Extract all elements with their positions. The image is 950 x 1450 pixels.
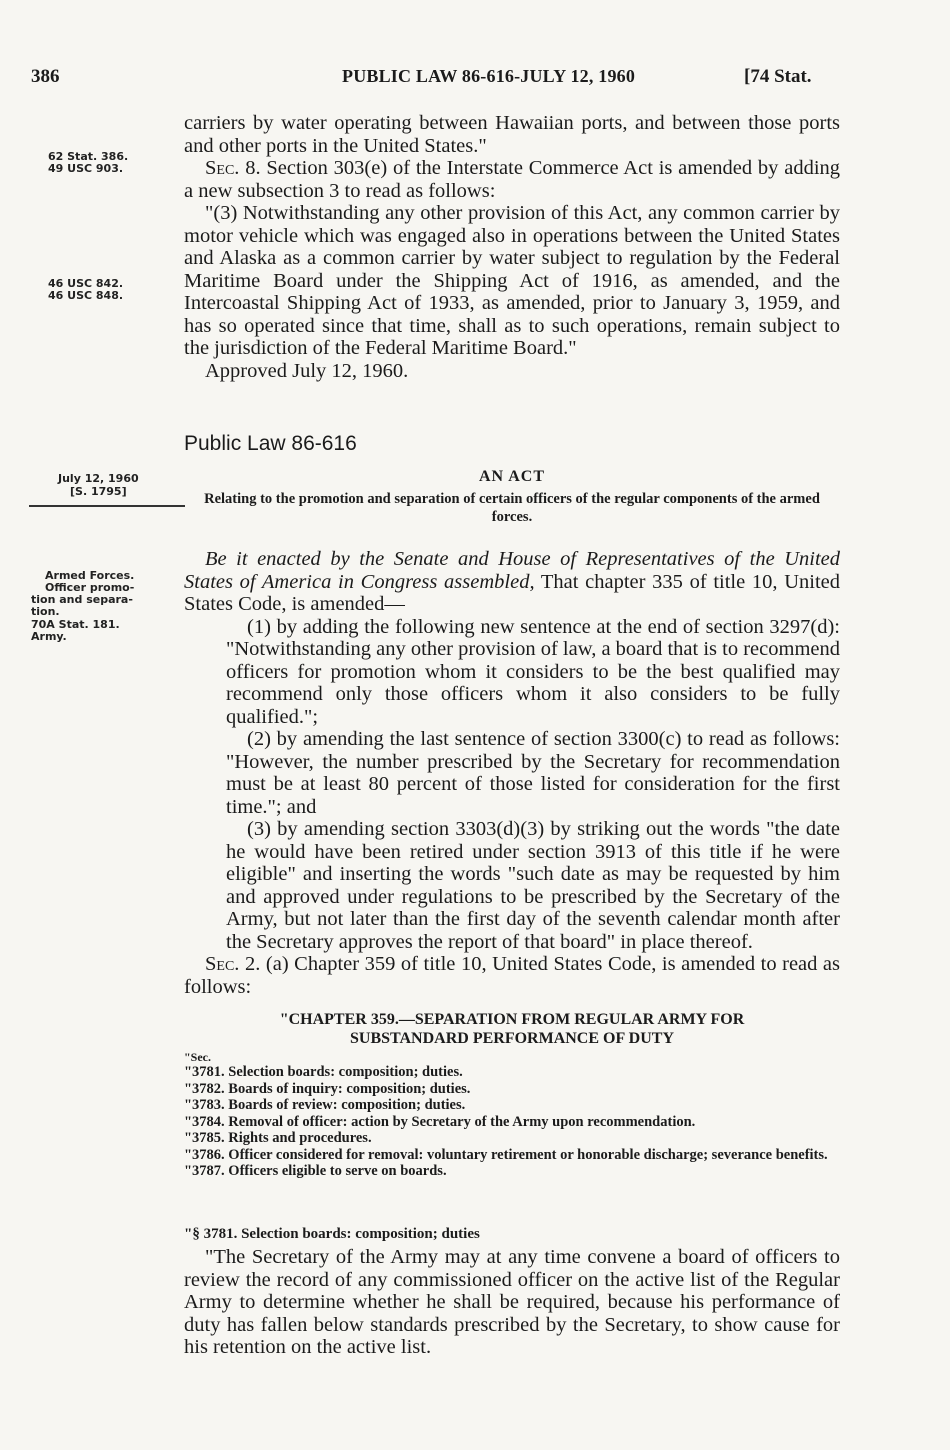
margin-topic-separation: tion and separa-: [31, 593, 133, 606]
margin-topic-army: Army.: [31, 630, 67, 643]
approval-line: Approved July 12, 1960.: [205, 359, 409, 382]
previous-law-text: [184, 112, 840, 382]
toc-item: "3787. Officers eligible to serve on boards.: [184, 1163, 447, 1179]
enacting-clause-rest: That chapter 335 of title 10, United States Code, is amended—: [184, 570, 840, 615]
chapter-heading-line-2: SUBSTANDARD PERFORMANCE OF DUTY: [349, 1030, 674, 1047]
amendment-item-1: (1) by adding the following new sentence at the end of section 3297(d): "Notwithstanding any other provision of law, a board that is to recommend officers for promotion whom it considers to be the best qualified may recommend only those officers whom it also considers to be fully qualified.";: [226, 615, 840, 728]
margin-divider: [29, 505, 185, 507]
section-8-paragraph: [184, 157, 840, 202]
margin-note-46-usc-848: 46 USC 848.: [48, 289, 124, 302]
section-2-text: (a) Chapter 359 of title 10, United States Code, is amended to read as follows:: [184, 953, 841, 998]
margin-topic-tion: tion.: [31, 605, 60, 618]
stat-volume: [74 Stat.: [744, 66, 812, 87]
page-number: 386: [31, 66, 60, 87]
running-head: PUBLIC LAW 86-616-JULY 12, 1960: [342, 66, 636, 86]
margin-date: July 12, 1960: [58, 472, 139, 485]
section-3781-paragraph: "The Secretary of the Army may at any time convene a board of officers to review the record of any commissioned officer on the active list of the Regular Army to determine whether he shall be required, because his performance of duty has fallen below standards prescribed by the Secretary, to show cause for his retention on the active list.: [184, 1246, 840, 1358]
margin-topic-officer: Officer promo-: [45, 581, 135, 594]
toc-sec-label: "Sec.: [184, 1050, 211, 1064]
subsection-3-paragraph: "(3) Notwithstanding any other provision of this Act, any common carrier by motor vehicle which was engaged also in operations between the United States and Alaska as a common carrier by water subject to regulation by the Federal Maritime Board under the Shipping Act of 1916, as amended, and the Intercoastal Shipping Act of 1933, as amended, prior to January 3, 1959, and has so operated since that time, shall as to such operations, remain subject to the jurisdiction of the Federal Maritime Board.": [184, 202, 840, 359]
margin-note-46-usc-842: 46 USC 842.: [48, 277, 124, 290]
new-law-body: [184, 548, 840, 998]
margin-note-49-usc: 49 USC 903.: [48, 162, 124, 175]
margin-topic-armed-forces: Armed Forces.: [45, 569, 135, 582]
amendment-item-2: (2) by amending the last sentence of section 3300(c) to read as follows: "However, the number prescribed by the Secretary for recommendation must be at least 80 percent of those listed for consideration for the first time."; and: [226, 728, 840, 818]
chapter-table-of-contents: [184, 1050, 840, 1180]
section-8-text: Section 303(e) of the Interstate Commerce Act is amended by adding a new subsection 3 to read as follows:: [184, 157, 841, 202]
toc-item: "3782. Boards of inquiry: composition; duties.: [184, 1080, 471, 1097]
act-purpose: Relating to the promotion and separation of certain officers of the regular components of the armed forces.: [204, 491, 820, 525]
amendment-item-3: (3) by amending section 3303(d)(3) by striking out the words "the date he would have been retired under section 3913 of this title if he were eligible" and inserting the words "such date as may be requested by him and approved under regulations to be prescribed by the Secretary of the Army, but not later than the first day of the seventh calendar month after the Secretary approves the report of that board" in place thereof.: [226, 818, 840, 953]
toc-item: "3783. Boards of review: composition; duties.: [184, 1097, 466, 1113]
public-law-title: Public Law 86-616: [184, 432, 357, 455]
carryover-paragraph: carriers by water operating between Hawaiian ports, and between those ports and other ports in the United States.": [184, 112, 840, 157]
enacting-clause: [184, 548, 840, 616]
section-2-paragraph: [184, 953, 840, 998]
act-heading: AN ACT: [478, 468, 545, 485]
section-3781-body: [184, 1246, 840, 1359]
section-3781-heading: "§ 3781. Selection boards: composition; duties: [184, 1226, 480, 1242]
margin-bill: [S. 1795]: [70, 485, 127, 498]
chapter-heading: [184, 1010, 840, 1048]
enacting-clause-italic: Be it enacted by the Senate and House of Representatives of the United States of America in Congress assembled,: [184, 548, 840, 593]
toc-item: "3781. Selection boards: composition; duties.: [184, 1064, 463, 1080]
chapter-heading-line-1: "CHAPTER 359.—SEPARATION FROM REGULAR ARMY FOR: [279, 1011, 745, 1028]
toc-item: "3786. Officer considered for removal: voluntary retirement or honorable discharge; severance benefits.: [184, 1146, 828, 1163]
toc-item: "3785. Rights and procedures.: [184, 1130, 372, 1146]
section-2-label: Sec. 2.: [205, 953, 261, 975]
margin-topic-70a-stat: 70A Stat. 181.: [31, 618, 120, 631]
section-8-label: Sec. 8.: [205, 157, 261, 179]
toc-item: "3784. Removal of officer: action by Secretary of the Army upon recommendation.: [184, 1113, 696, 1130]
margin-note-62-stat: 62 Stat. 386.: [48, 150, 129, 163]
